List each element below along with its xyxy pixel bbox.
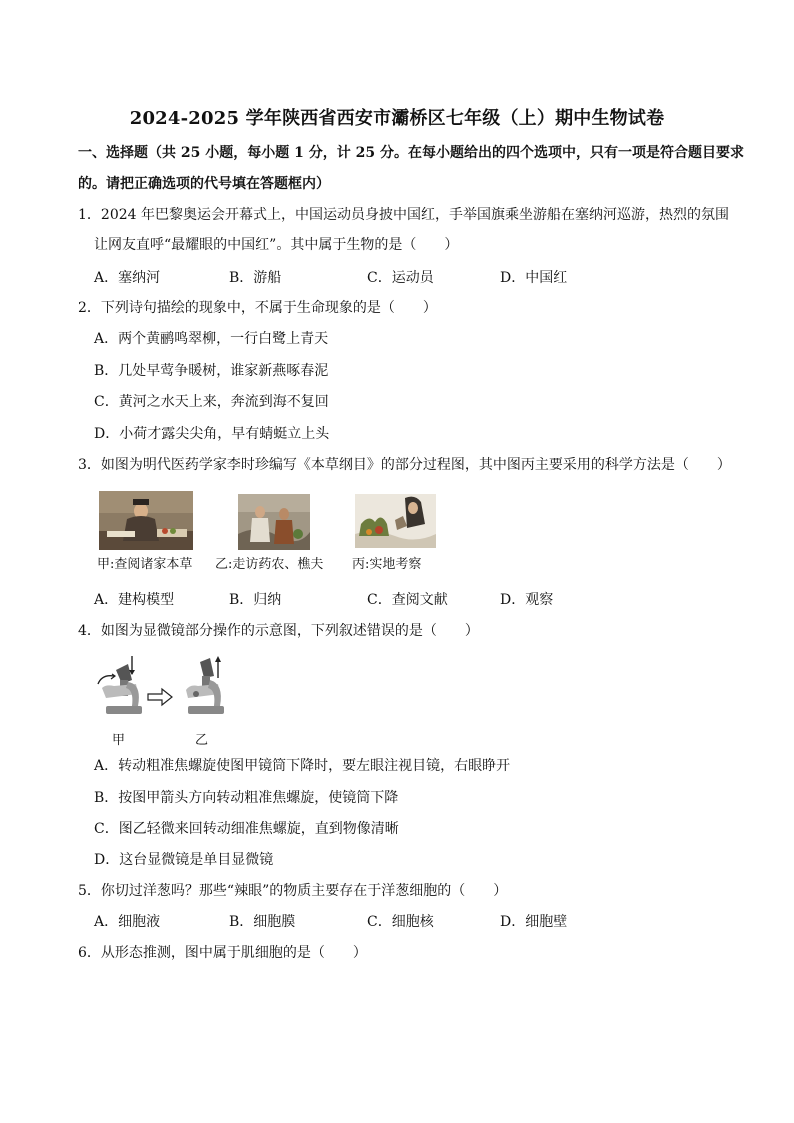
question-6-stem: 6．从形态推测，图中属于肌细胞的是（ ） xyxy=(78,945,367,961)
question-4-stem: 4．如图为显微镜部分操作的示意图，下列叙述错误的是（ ） xyxy=(78,623,479,639)
question-1-stem-line2: 让网友直呼“最耀眼的中国红”。其中属于生物的是（ ） xyxy=(94,237,459,253)
question-1-option-a: A．塞纳河 xyxy=(94,270,161,286)
question-3-option-c: C．查阅文献 xyxy=(367,592,448,608)
question-5-option-c: C．细胞核 xyxy=(367,914,434,930)
figure-3-jia-image xyxy=(99,491,193,550)
question-1-option-c: C．运动员 xyxy=(367,270,434,286)
section-header-line2: 的。请把正确选项的代号填在答题框内） xyxy=(78,176,330,192)
question-2-option-c: C．黄河之水天上来，奔流到海不复回 xyxy=(94,394,329,410)
microscope-jia-icon xyxy=(98,656,142,714)
microscope-yi-icon xyxy=(186,656,224,714)
question-1-option-d: D．中国红 xyxy=(500,270,568,286)
question-5-stem: 5．你切过洋葱吗？那些“辣眼”的物质主要存在于洋葱细胞的（ ） xyxy=(78,883,508,899)
figure-3-bing-image xyxy=(355,494,436,548)
question-4-option-d: D．这台显微镜是单目显微镜 xyxy=(94,852,274,868)
section-header-line1: 一、选择题（共 25 小题，每小题 1 分，计 25 分。在每小题给出的四个选项中，只有一项是符合题目要求 xyxy=(78,145,744,161)
question-4-option-b: B．按图甲箭头方向转动粗准焦螺旋，使镜筒下降 xyxy=(94,790,399,806)
question-2-stem: 2．下列诗句描绘的现象中，不属于生命现象的是（ ） xyxy=(78,300,437,316)
figure-4-microscope-diagram xyxy=(92,654,232,724)
figure-3-caption-yi: 乙:走访药农、樵夫 xyxy=(215,557,324,572)
question-3-option-d: D．观察 xyxy=(500,592,554,608)
figure-4-label-jia: 甲 xyxy=(112,733,126,748)
question-5-option-a: A．细胞液 xyxy=(94,914,161,930)
question-2-option-b: B．几处早莺争暖树，谁家新燕啄春泥 xyxy=(94,363,329,379)
question-3-stem: 3．如图为明代医药学家李时珍编写《本草纲目》的部分过程图，其中图丙主要采用的科学方法是（ ） xyxy=(78,457,731,473)
page-title: 2024-2025 学年陕西省西安市灞桥区七年级（上）期中生物试卷 xyxy=(129,108,665,129)
question-3-option-a: A．建构模型 xyxy=(94,592,175,608)
question-1-stem-line1: 1．2024 年巴黎奥运会开幕式上，中国运动员身披中国红，手举国旗乘坐游船在塞纳河巡游，热烈的氛围 xyxy=(78,207,729,223)
question-5-option-d: D．细胞壁 xyxy=(500,914,568,930)
figure-3-caption-bing: 丙:实地考察 xyxy=(352,557,422,572)
figure-3-yi-image xyxy=(238,494,310,550)
question-5-option-b: B．细胞膜 xyxy=(229,914,296,930)
figure-4-label-yi: 乙 xyxy=(195,733,209,748)
question-2-option-d: D．小荷才露尖尖角，早有蜻蜓立上头 xyxy=(94,426,330,442)
question-4-option-a: A．转动粗准焦螺旋使图甲镜筒下降时，要左眼注视目镜，右眼睁开 xyxy=(94,758,511,774)
question-2-option-a: A．两个黄鹂鸣翠柳，一行白鹭上青天 xyxy=(94,331,329,347)
figure-3-caption-jia: 甲:查阅诸家本草 xyxy=(97,557,193,572)
question-4-option-c: C．图乙轻微来回转动细准焦螺旋，直到物像清晰 xyxy=(94,821,399,837)
question-1-option-b: B．游船 xyxy=(229,270,282,286)
question-3-option-b: B．归纳 xyxy=(229,592,282,608)
